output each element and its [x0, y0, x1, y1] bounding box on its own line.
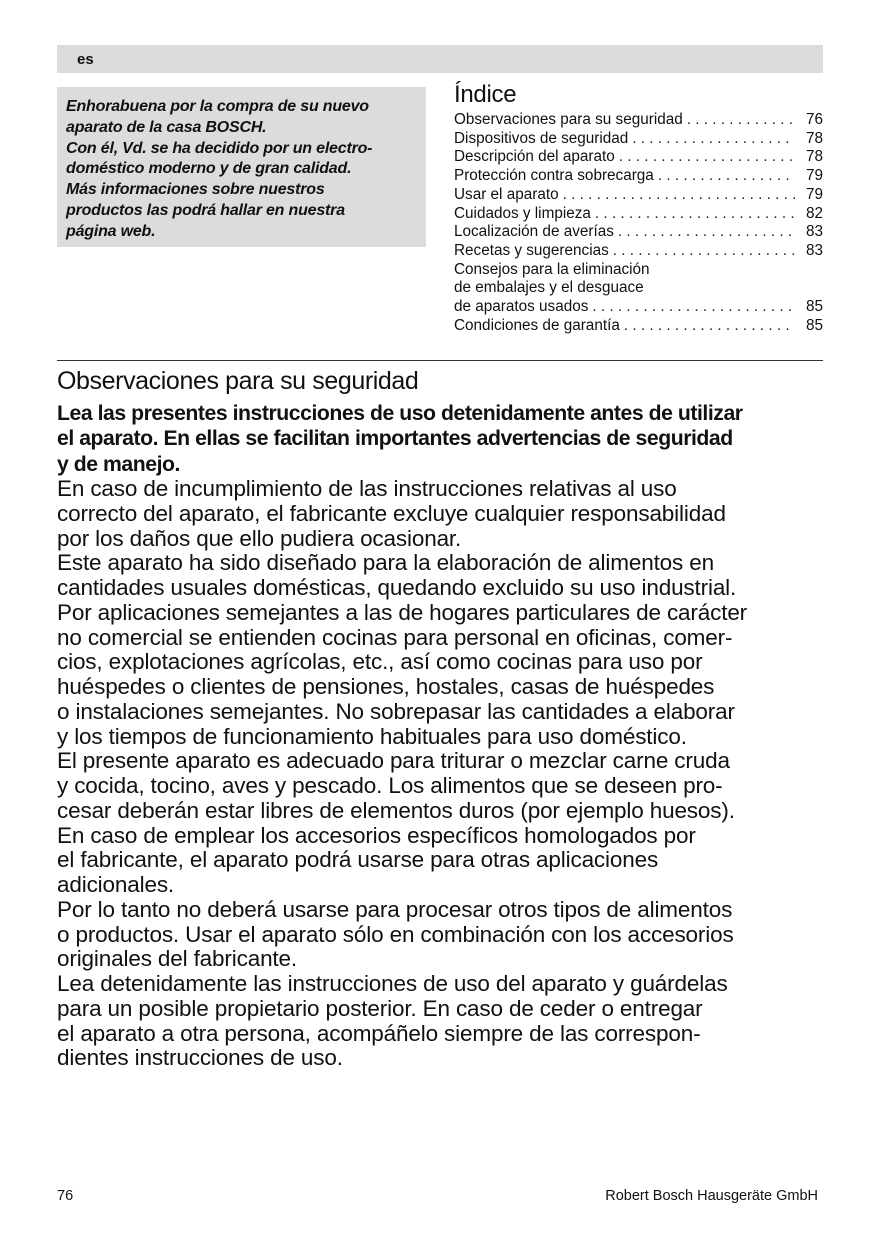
toc-title: Índice [454, 81, 517, 108]
toc-entry-label: Usar el aparato [454, 185, 559, 203]
footer-page-number: 76 [57, 1188, 74, 1204]
toc-entry-label: Descripción del aparato [454, 148, 615, 166]
toc-entry-label: Protección contra sobrecarga [454, 167, 654, 185]
toc-leader-dots [595, 205, 795, 224]
toc-entry-page: 79 [805, 185, 823, 203]
toc-entry-page: 85 [805, 316, 823, 334]
warning-line: y de manejo. [57, 452, 180, 476]
toc-leader-dots [613, 242, 795, 261]
toc-entry[interactable] [454, 148, 823, 167]
toc-entry-page: 83 [805, 223, 823, 241]
toc-entry-label: Condiciones de garantía [454, 316, 620, 334]
toc-entry-label-line[interactable]: Consejos para la eliminación [454, 260, 650, 278]
body-line: cantidades usuales domésticas, quedando excluido su uso industrial. [57, 575, 737, 600]
body-line: por los daños que ello pudiera ocasionar. [57, 525, 462, 551]
toc-leader-dots [592, 298, 795, 317]
body-line: correcto del aparato, el fabricante excluye cualquier responsabilidad [57, 500, 726, 526]
toc-leader-dots [632, 130, 795, 149]
body-line: Lea detenidamente las instrucciones de uso del aparato y guárdelas [57, 971, 728, 996]
toc-leader-dots [624, 317, 795, 336]
intro-box [57, 87, 426, 247]
body-line: huéspedes o clientes de pensiones, hostales, casas de huéspedes [57, 674, 715, 699]
body-line: En caso de emplear los accesorios específicos homologados por [57, 822, 696, 848]
body-line: El presente aparato es adecuado para triturar o mezclar carne cruda [57, 748, 730, 774]
toc-entry[interactable] [454, 223, 823, 242]
body-line: cesar deberán estar libres de elementos duros (por ejemplo huesos). [57, 797, 735, 823]
intro-line: doméstico moderno y de gran calidad. [66, 160, 352, 178]
toc-entry-label: de aparatos usados [454, 298, 589, 316]
toc-entry-label: Recetas y sugerencias [454, 241, 609, 259]
language-header-bar [57, 45, 823, 73]
toc-entry[interactable] [454, 130, 823, 149]
warning-line: Lea las presentes instrucciones de uso detenidamente antes de utilizar [57, 402, 743, 425]
toc-entry[interactable] [454, 205, 823, 224]
body-line: para un posible propietario posterior. En caso de ceder o entregar [57, 995, 703, 1021]
toc-entry[interactable] [454, 317, 823, 336]
toc-entry[interactable] [454, 298, 823, 317]
toc-entry-page: 79 [805, 167, 823, 185]
body-line: adicionales. [57, 872, 175, 897]
intro-line: Enhorabuena por la compra de su nuevo [66, 98, 369, 115]
body-line: y cocida, tocino, aves y pescado. Los alimentos que se deseen pro- [57, 773, 723, 798]
warning-line: el aparato. En ellas se facilitan importantes advertencias de seguridad [57, 427, 733, 451]
body-line: Este aparato ha sido diseñado para la elaboración de alimentos en [57, 550, 714, 576]
body-line: el fabricante, el aparato podrá usarse para otras aplicaciones [57, 847, 659, 873]
body-line: dientes instrucciones de uso. [57, 1045, 343, 1071]
body-line: o productos. Usar el aparato sólo en combinación con los accesorios [57, 921, 734, 947]
intro-line: Con él, Vd. se ha decidido por un electro- [66, 139, 373, 157]
table-of-contents [454, 80, 823, 335]
toc-leader-dots [619, 148, 795, 167]
toc-leader-dots [658, 167, 795, 186]
footer-company-name: Robert Bosch Hausgeräte GmbH [605, 1188, 818, 1204]
body-line: o instalaciones semejantes. No sobrepasar las cantidades a elaborar [57, 698, 735, 724]
body-line: Por aplicaciones semejantes a las de hogares particulares de carácter [57, 599, 748, 625]
section-divider [57, 360, 823, 361]
toc-entry-label: Observaciones para su seguridad [454, 111, 683, 128]
toc-entry-label-line[interactable]: de embalajes y el desguace [454, 279, 644, 297]
toc-entry-label: Localización de averías [454, 223, 614, 241]
section-title: Observaciones para su seguridad [57, 367, 419, 395]
toc-entry[interactable] [454, 242, 823, 261]
intro-line: productos las podrá hallar en nuestra [66, 201, 345, 219]
toc-entry-page: 85 [805, 298, 823, 316]
body-line: En caso de incumplimiento de las instrucciones relativas al uso [57, 476, 677, 501]
toc-entry-page: 83 [805, 241, 823, 259]
body-line: y los tiempos de funcionamiento habituales para uso doméstico. [57, 723, 687, 749]
safety-body-text [57, 477, 827, 1071]
body-line: el aparato a otra persona, acompáñelo siempre de las correspon- [57, 1020, 701, 1046]
toc-leader-dots [563, 186, 795, 205]
toc-entry[interactable] [454, 186, 823, 205]
body-line: originales del fabricante. [57, 946, 297, 972]
body-line: cios, explotaciones agrícolas, etc., así como cocinas para uso por [57, 649, 703, 675]
toc-entry[interactable] [454, 111, 823, 130]
intro-line: aparato de la casa BOSCH. [66, 118, 267, 136]
toc-entry-page: 82 [805, 204, 823, 222]
toc-leader-dots [618, 223, 795, 242]
language-code: es [77, 51, 94, 68]
intro-line: Más informaciones sobre nuestros [66, 181, 325, 199]
body-line: Por lo tanto no deberá usarse para procesar otros tipos de alimentos [57, 896, 733, 922]
toc-entry-page: 76 [805, 111, 823, 128]
toc-entry-label: Cuidados y limpieza [454, 204, 591, 222]
toc-leader-dots [687, 111, 795, 130]
intro-line: página web. [66, 222, 156, 240]
safety-warning-intro [57, 401, 827, 477]
toc-entry-page: 78 [805, 148, 823, 166]
toc-entry[interactable] [454, 167, 823, 186]
toc-entry-page: 78 [805, 129, 823, 147]
body-line: no comercial se entienden cocinas para personal en oficinas, comer- [57, 624, 733, 650]
toc-entry-label: Dispositivos de seguridad [454, 129, 629, 147]
